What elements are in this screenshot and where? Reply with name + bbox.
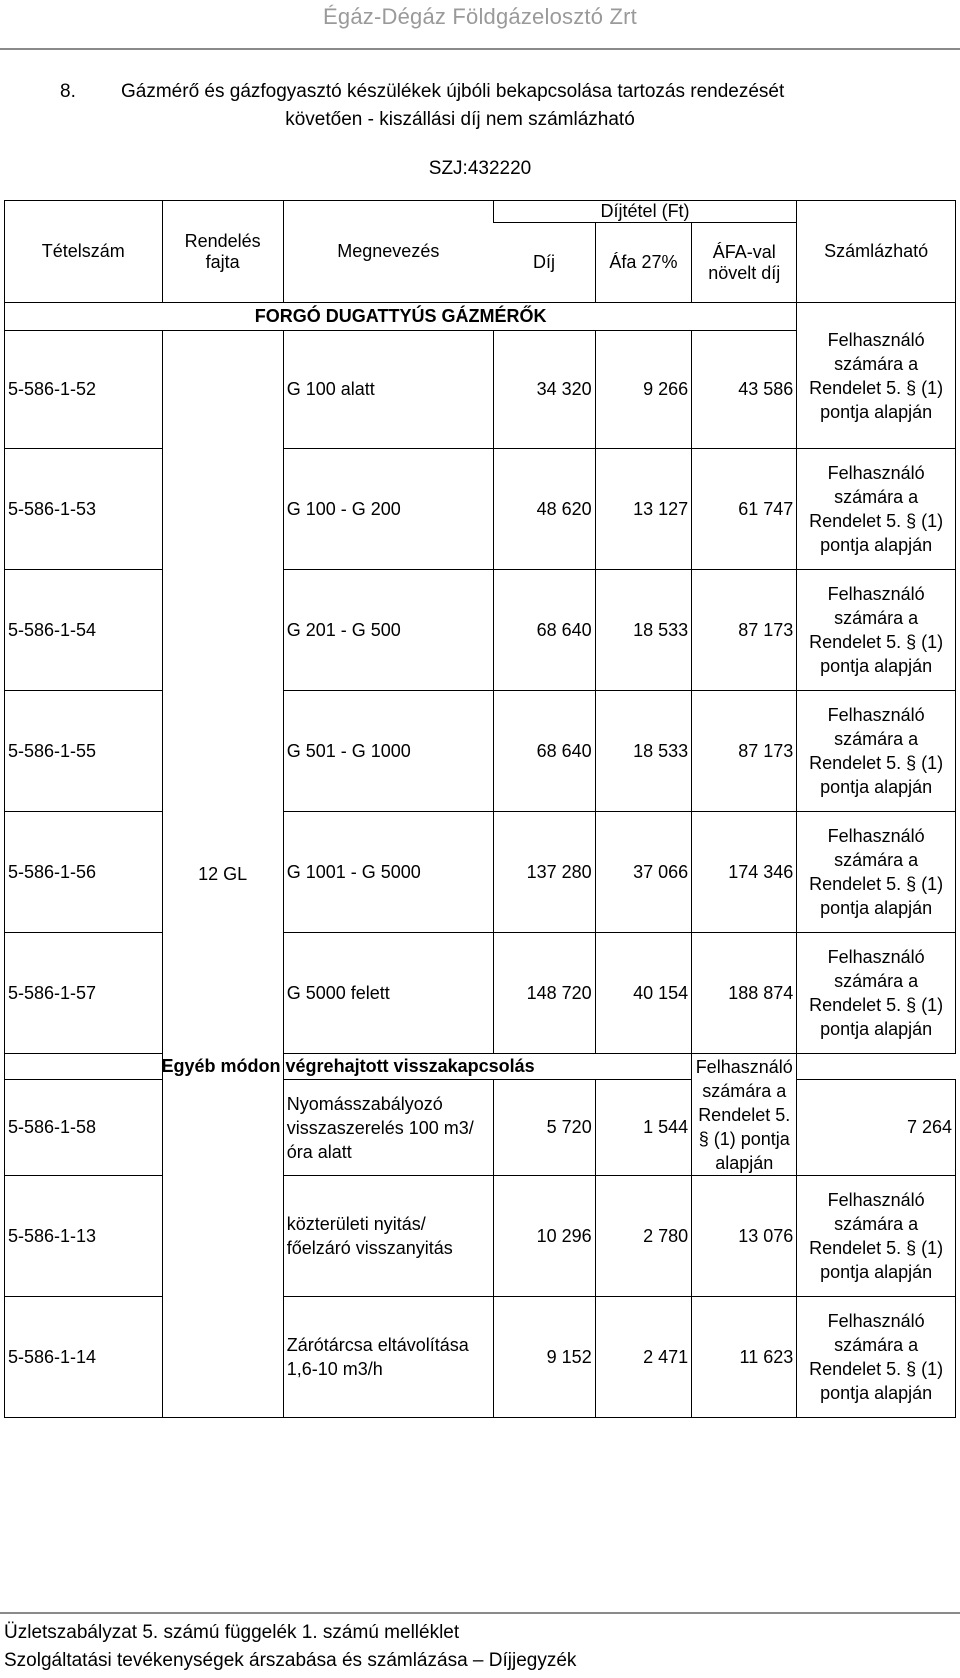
header-afa: Áfa 27% — [595, 223, 691, 303]
footer-divider — [0, 1612, 960, 1614]
item-total: 188 874 — [692, 933, 797, 1054]
item-code: 5-586-1-13 — [5, 1176, 163, 1297]
section-number: 8. — [60, 81, 76, 102]
item-code: 5-586-1-53 — [5, 449, 163, 570]
item-fee: 68 640 — [493, 691, 595, 812]
footer-line2: Szolgáltatási tevékenységek árszabása és számlázása – Díjjegyzék — [4, 1650, 577, 1671]
group-title-forgo-dugattyus: FORGÓ DUGATTYÚS GÁZMÉRŐK — [5, 303, 797, 331]
item-code: 5-586-1-14 — [5, 1297, 163, 1418]
billable-cell: Felhasználó számára a Rendelet 5. § (1) pontja alapján — [797, 1176, 956, 1297]
item-fee: 34 320 — [493, 331, 595, 449]
order-type-group1: 12 GL — [162, 331, 283, 1418]
billable-cell: Felhasználó számára a Rendelet 5. § (1) pontja alapján — [692, 1054, 797, 1176]
header-szamlazhato: Számlázható — [797, 201, 956, 303]
section-title-line2: követően - kiszállási díj nem számlázható — [285, 109, 635, 130]
item-fee: 68 640 — [493, 570, 595, 691]
header-dijtetel: Díjtétel (Ft) — [493, 201, 796, 223]
item-fee: 148 720 — [493, 933, 595, 1054]
header-rendeles-fajta: Rendelés fajta — [162, 201, 283, 303]
company-header: Égáz-Dégáz Földgázelosztó Zrt — [323, 4, 637, 29]
item-code: 5-586-1-58 — [5, 1080, 163, 1176]
billable-cell: Felhasználó számára a Rendelet 5. § (1) pontja alapján — [797, 812, 956, 933]
szj-code: SZJ:432220 — [428, 158, 532, 179]
item-vat: 18 533 — [595, 691, 691, 812]
item-name: közterületi nyitás/ főelzáró visszanyitás — [283, 1176, 493, 1297]
item-name: Nyomásszabályozó visszaszerelés 100 m3/óra alatt — [283, 1080, 493, 1176]
item-vat: 2 471 — [595, 1297, 691, 1418]
item-total: 61 747 — [692, 449, 797, 570]
billable-cell: Felhasználó számára a Rendelet 5. § (1) pontja alapján — [797, 1297, 956, 1418]
item-total: 174 346 — [692, 812, 797, 933]
item-vat: 2 780 — [595, 1176, 691, 1297]
item-code: 5-586-1-52 — [5, 331, 163, 449]
item-total: 11 623 — [692, 1297, 797, 1418]
item-fee: 10 296 — [493, 1176, 595, 1297]
item-name: G 201 - G 500 — [283, 570, 493, 691]
item-total: 7 264 — [797, 1080, 956, 1176]
header-afa-val-novelt-dij: ÁFA-val növelt díj — [692, 223, 797, 303]
item-code: 5-586-1-56 — [5, 812, 163, 933]
item-vat: 37 066 — [595, 812, 691, 933]
header-divider — [0, 48, 960, 50]
item-fee: 137 280 — [493, 812, 595, 933]
item-fee: 5 720 — [493, 1080, 595, 1176]
item-vat: 40 154 — [595, 933, 691, 1054]
item-vat: 9 266 — [595, 331, 691, 449]
item-code: 5-586-1-55 — [5, 691, 163, 812]
item-code: 5-586-1-54 — [5, 570, 163, 691]
item-vat: 18 533 — [595, 570, 691, 691]
item-name: Zárótárcsa eltávolítása 1,6-10 m3/h — [283, 1297, 493, 1418]
billable-cell: Felhasználó számára a Rendelet 5. § (1) pontja alapján — [797, 449, 956, 570]
item-total: 87 173 — [692, 691, 797, 812]
item-name: G 501 - G 1000 — [283, 691, 493, 812]
header-tetelszam: Tételszám — [5, 201, 163, 303]
billable-cell: Felhasználó számára a Rendelet 5. § (1) pontja alapján — [797, 303, 956, 449]
section-title-line1: Gázmérő és gázfogyasztó készülékek újbóli bekapcsolása tartozás rendezését — [121, 81, 785, 102]
fee-table — [4, 200, 956, 1418]
billable-cell: Felhasználó számára a Rendelet 5. § (1) pontja alapján — [797, 691, 956, 812]
header-dij: Díj — [493, 223, 595, 303]
item-total: 87 173 — [692, 570, 797, 691]
item-total: 43 586 — [692, 331, 797, 449]
item-fee: 9 152 — [493, 1297, 595, 1418]
billable-cell: Felhasználó számára a Rendelet 5. § (1) pontja alapján — [797, 933, 956, 1054]
item-code: 5-586-1-57 — [5, 933, 163, 1054]
item-fee: 48 620 — [493, 449, 595, 570]
item-vat: 1 544 — [595, 1080, 691, 1176]
item-name: G 1001 - G 5000 — [283, 812, 493, 933]
header-megnevezes: Megnevezés — [283, 201, 493, 303]
group-title-egyeb: Egyéb módon végrehajtott visszakapcsolás — [5, 1054, 692, 1080]
footer-line1: Üzletszabályzat 5. számú függelék 1. számú melléklet — [4, 1622, 460, 1643]
item-name: G 100 - G 200 — [283, 449, 493, 570]
item-name: G 100 alatt — [283, 331, 493, 449]
item-total: 13 076 — [692, 1176, 797, 1297]
item-name: G 5000 felett — [283, 933, 493, 1054]
billable-cell: Felhasználó számára a Rendelet 5. § (1) pontja alapján — [797, 570, 956, 691]
item-vat: 13 127 — [595, 449, 691, 570]
